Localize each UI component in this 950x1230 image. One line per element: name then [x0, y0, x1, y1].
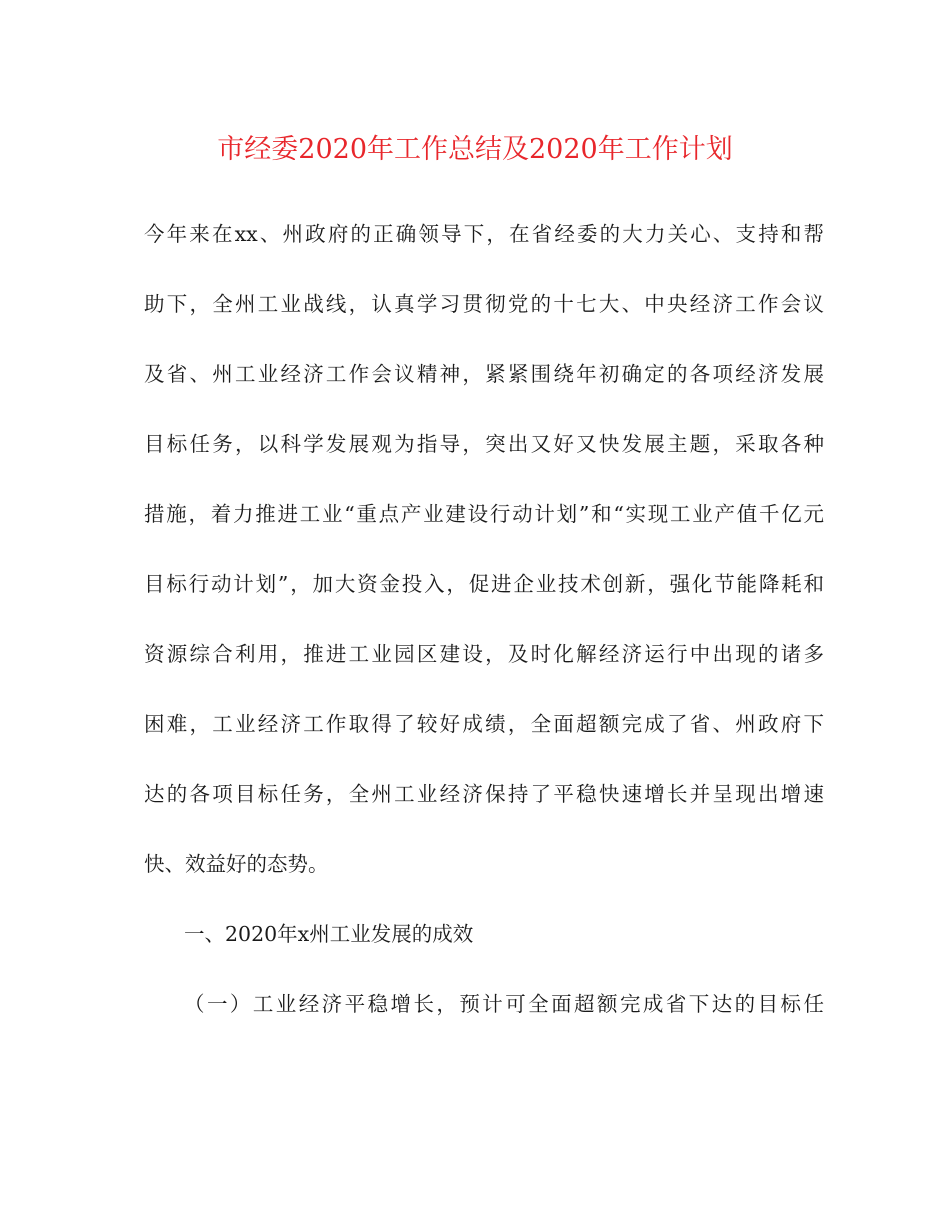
paragraph-line: 助下，全州工业战线，认真学习贯彻党的十七大、中央经济工作会议 [144, 292, 824, 316]
section-heading: 一、2020年x州工业发展的成效 [184, 922, 474, 946]
subsection-heading: （一）工业经济平稳增长，预计可全面超额完成省下达的目标任 [184, 992, 824, 1016]
paragraph-line: 达的各项目标任务，全州工业经济保持了平稳快速增长并呈现出增速 [144, 782, 824, 806]
paragraph-line: 快、效益好的态势。 [144, 852, 329, 876]
paragraph-line: 资源综合利用，推进工业园区建设，及时化解经济运行中出现的诸多 [144, 642, 824, 666]
document-title: 市经委2020年工作总结及2020年工作计划 [217, 134, 733, 165]
paragraph-line: 困难，工业经济工作取得了较好成绩，全面超额完成了省、州政府下 [144, 712, 824, 736]
paragraph-line: 今年来在xx、州政府的正确领导下，在省经委的大力关心、支持和帮 [144, 222, 824, 246]
paragraph-line: 及省、州工业经济工作会议精神，紧紧围绕年初确定的各项经济发展 [144, 362, 824, 386]
paragraph-line: 目标行动计划”，加大资金投入，促进企业技术创新，强化节能降耗和 [144, 572, 824, 596]
paragraph-line: 目标任务，以科学发展观为指导，突出又好又快发展主题，采取各种 [144, 432, 824, 456]
paragraph-line: 措施，着力推进工业“重点产业建设行动计划”和“实现工业产值千亿元 [144, 502, 824, 526]
